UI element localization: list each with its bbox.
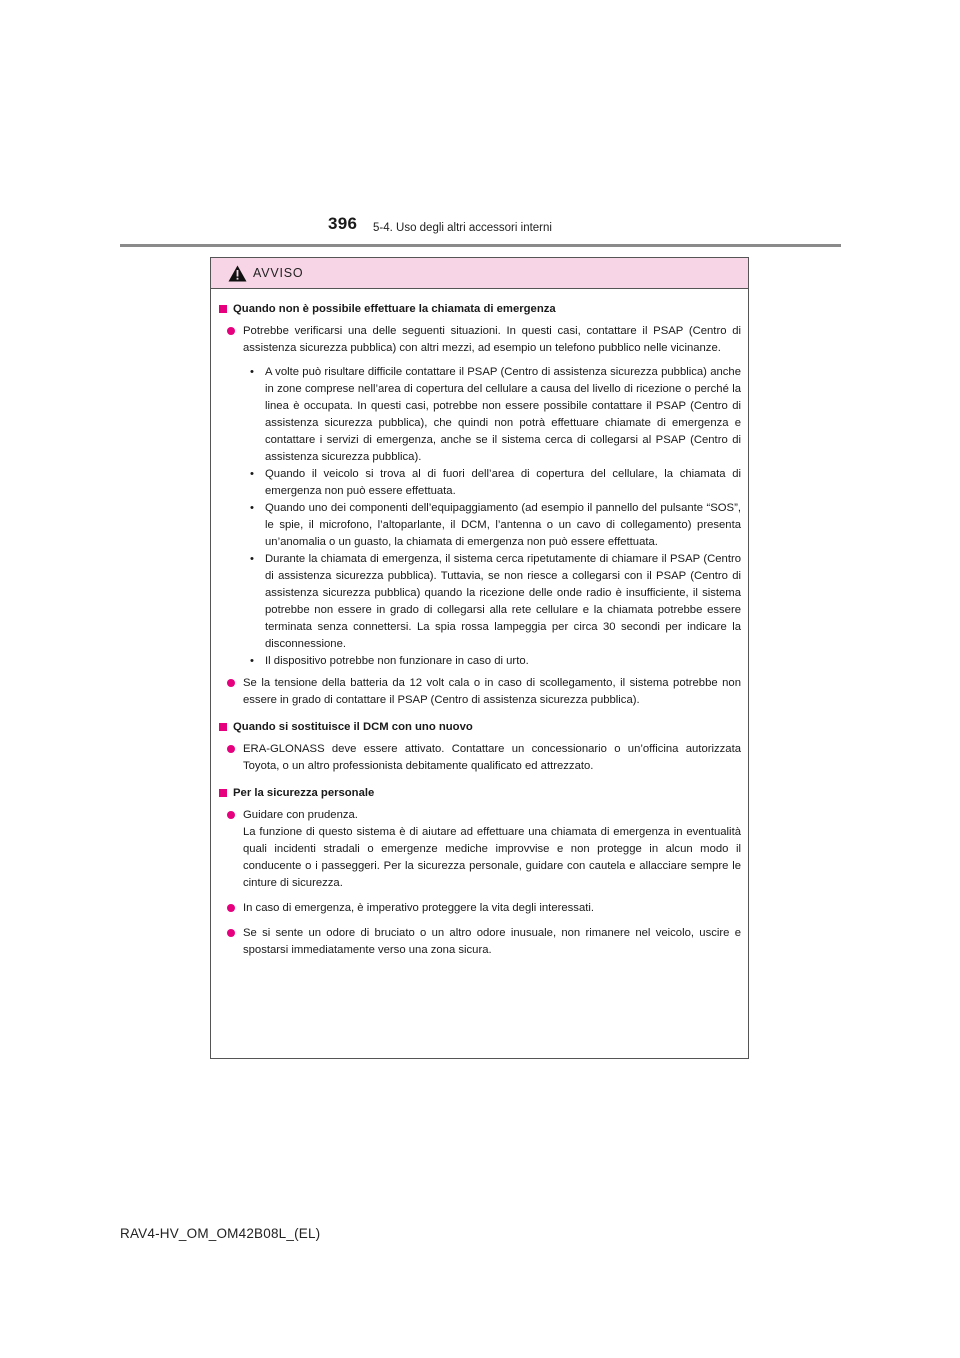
square-bullet-icon (219, 723, 227, 731)
bullet-item: In caso di emergenza, è imperativo proteggere la vita degli interessati. (227, 900, 741, 917)
header-rule (120, 244, 841, 247)
section-heading: Quando si sostituisce il DCM con uno nuovo (219, 719, 741, 736)
bullet-item: Potrebbe verificarsi una delle seguenti situazioni. In questi casi, contattare il PSAP (Centro di assistenza sicurezza pubblica) con altri mezzi, ad esempio un telefono pubblico nelle vicinanze. (227, 323, 741, 357)
bullet-line: La funzione di questo sistema è di aiutare ad effettuare una chiamata di emergenza in eventualità quali incidenti stradali o emergenze mediche improvvise e non protegge in alcun modo il conducente o i passeggeri. Per la sicurezza personale, guidare con cautela e allacciare sempre le cinture di sicurezza. (243, 826, 741, 889)
warning-header (211, 258, 748, 289)
bullet-line: Guidare con prudenza. (243, 809, 358, 821)
bullet-item (227, 807, 741, 892)
sub-item: • Il dispositivo potrebbe non funzionare in caso di urto. (250, 655, 529, 667)
circle-bullet-icon (227, 929, 235, 937)
document-code: RAV4-HV_OM_OM42B08L_(EL) (120, 1226, 321, 1241)
section-title: 5-4. Uso degli altri accessori interni (373, 222, 552, 234)
sub-item: • Quando uno dei componenti dell’equipaggiamento (ad esempio il pannello del pulsante “SOS”, le spie, il microfono, l’altoparlante, il DCM, l’antenna o un cavo di collegamento) presenta un’anomalia o un guasto, la chiamata di emergenza non può essere effettuata. (250, 502, 741, 548)
circle-bullet-icon (227, 811, 235, 819)
square-bullet-icon (219, 305, 227, 313)
warning-box (210, 257, 749, 1059)
page-number: 396 (328, 214, 358, 233)
bullet-item: ERA-GLONASS deve essere attivato. Contattare un concessionario o un’officina autorizzata Toyota, o un altro professionista debitamente qualificato ed attrezzato. (227, 741, 741, 775)
square-bullet-icon (219, 789, 227, 797)
circle-bullet-icon (227, 679, 235, 687)
warning-content (211, 289, 748, 959)
circle-bullet-icon (227, 327, 235, 335)
sub-item: • Durante la chiamata di emergenza, il sistema cerca ripetutamente di chiamare il PSAP (Centro di assistenza sicurezza pubblica). Tuttavia, se non riesce a collegarsi con il PSAP (Centro di assistenza sicurezza pubblica) quando la ricezione delle onde radio è insufficiente, il sistema potrebbe non essere in grado di collegarsi alla rete cellulare e la chiamata potrebbe essere terminata senza connettersi. La spia rossa lampeggia per circa 30 secondi per indicare la disconnessione. (250, 553, 741, 650)
circle-bullet-icon (227, 904, 235, 912)
circle-bullet-icon (227, 745, 235, 753)
section-heading: Per la sicurezza personale (219, 785, 741, 802)
sub-list (250, 364, 741, 670)
warning-label: AVVISO (253, 266, 304, 280)
sub-item: • A volte può risultare difficile contattare il PSAP (Centro di assistenza sicurezza pubblica) anche in zone comprese nell’area di copertura del cellulare a causa del livello di ricezione o perché la linea è occupata. In questi casi, potrebbe non essere possibile contattare il PSAP (Centro di assistenza sicurezza pubblica), che quindi non potrà effettuare chiamate di emergenza e contattare i servizi di emergenza, anche se il sistema cerca di collegarsi al PSAP (Centro di assistenza sicurezza pubblica). (250, 366, 741, 463)
bullet-item: Se la tensione della batteria da 12 volt cala o in caso di scollegamento, il sistema potrebbe non essere in grado di contattare il PSAP (Centro di assistenza sicurezza pubblica). (227, 675, 741, 709)
warning-triangle-icon (228, 265, 247, 282)
bullet-item: Se si sente un odore di bruciato o un altro odore inusuale, non rimanere nel veicolo, uscire e spostarsi immediatamente verso una zona sicura. (227, 925, 741, 959)
sub-item: • Quando il veicolo si trova al di fuori dell’area di copertura del cellulare, la chiamata di emergenza non può essere effettuata. (250, 468, 741, 497)
section-heading: Quando non è possibile effettuare la chiamata di emergenza (219, 301, 741, 318)
